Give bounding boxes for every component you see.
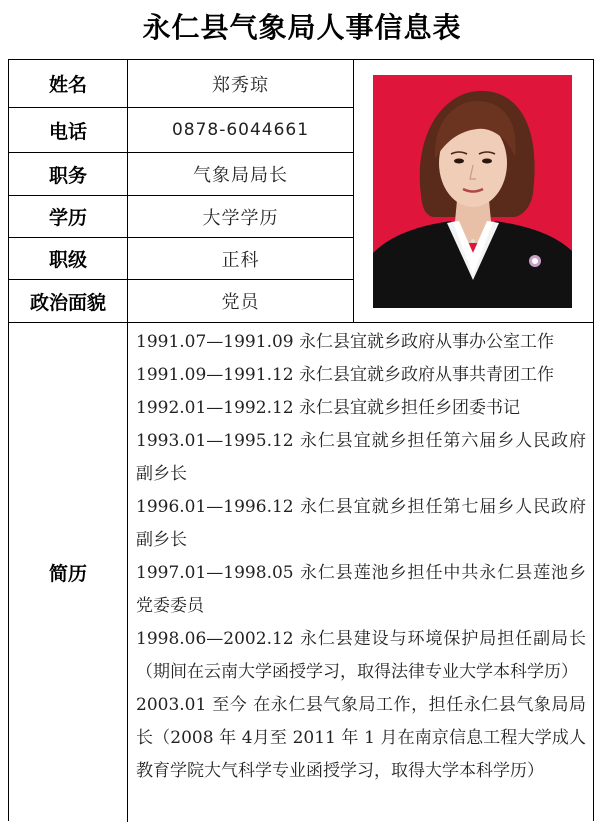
label-rank: 职级 — [48, 249, 87, 271]
value-political-status: 党员 — [221, 292, 260, 313]
resume-entry: 1997.01—1998.05 永仁县莲池乡担任中共永仁县莲池乡党委委员 — [136, 563, 586, 616]
grid-line — [353, 60, 354, 322]
label-position: 职务 — [48, 164, 87, 187]
label-education: 学历 — [48, 207, 87, 229]
personnel-table — [8, 59, 594, 821]
value-rank: 正科 — [221, 249, 260, 271]
value-phone: 0878-6044661 — [171, 120, 310, 140]
grid-line — [9, 279, 353, 280]
grid-line — [9, 152, 353, 153]
label-phone: 电话 — [48, 120, 87, 143]
resume-content — [128, 324, 594, 788]
resume-entry: 1996.01—1996.12 永仁县宜就乡担任第七届乡人民政府副乡长 — [136, 497, 586, 550]
grid-line — [9, 195, 353, 196]
value-position: 气象局局长 — [193, 165, 288, 186]
grid-line — [9, 322, 593, 323]
portrait-photo — [373, 75, 572, 308]
resume-entry: 2003.01 至今 在永仁县气象局工作，担任永仁县气象局局长（2008 年 4月至 2011 年 1 月在南京信息工程大学成人教育学院大气科学专业函授学习，取得大学本科学历） — [136, 695, 586, 781]
page-title: 永仁县气象局人事信息表 — [142, 11, 462, 44]
portrait-illustration — [373, 75, 572, 308]
grid-line — [9, 107, 353, 108]
label-political-status: 政治面貌 — [29, 291, 106, 314]
resume-entry: 1992.01—1992.12 永仁县宜就乡担任乡团委书记 — [136, 398, 521, 418]
label-name: 姓名 — [48, 74, 87, 96]
value-name: 郑秀琼 — [212, 74, 269, 96]
resume-entry: 1991.09—1991.12 永仁县宜就乡政府从事共青团工作 — [136, 365, 555, 385]
label-resume: 简历 — [48, 563, 87, 585]
resume-entry: 1998.06—2002.12 永仁县建设与环境保护局担任副局长（期间在云南大学函授学习，取得法律专业大学本科学历） — [136, 629, 586, 682]
resume-entry: 1991.07—1991.09 永仁县宜就乡政府从事办公室工作 — [136, 332, 555, 352]
value-education: 大学学历 — [202, 207, 279, 229]
resume-entry: 1993.01—1995.12 永仁县宜就乡担任第六届乡人民政府副乡长 — [136, 431, 586, 484]
grid-line — [9, 237, 353, 238]
